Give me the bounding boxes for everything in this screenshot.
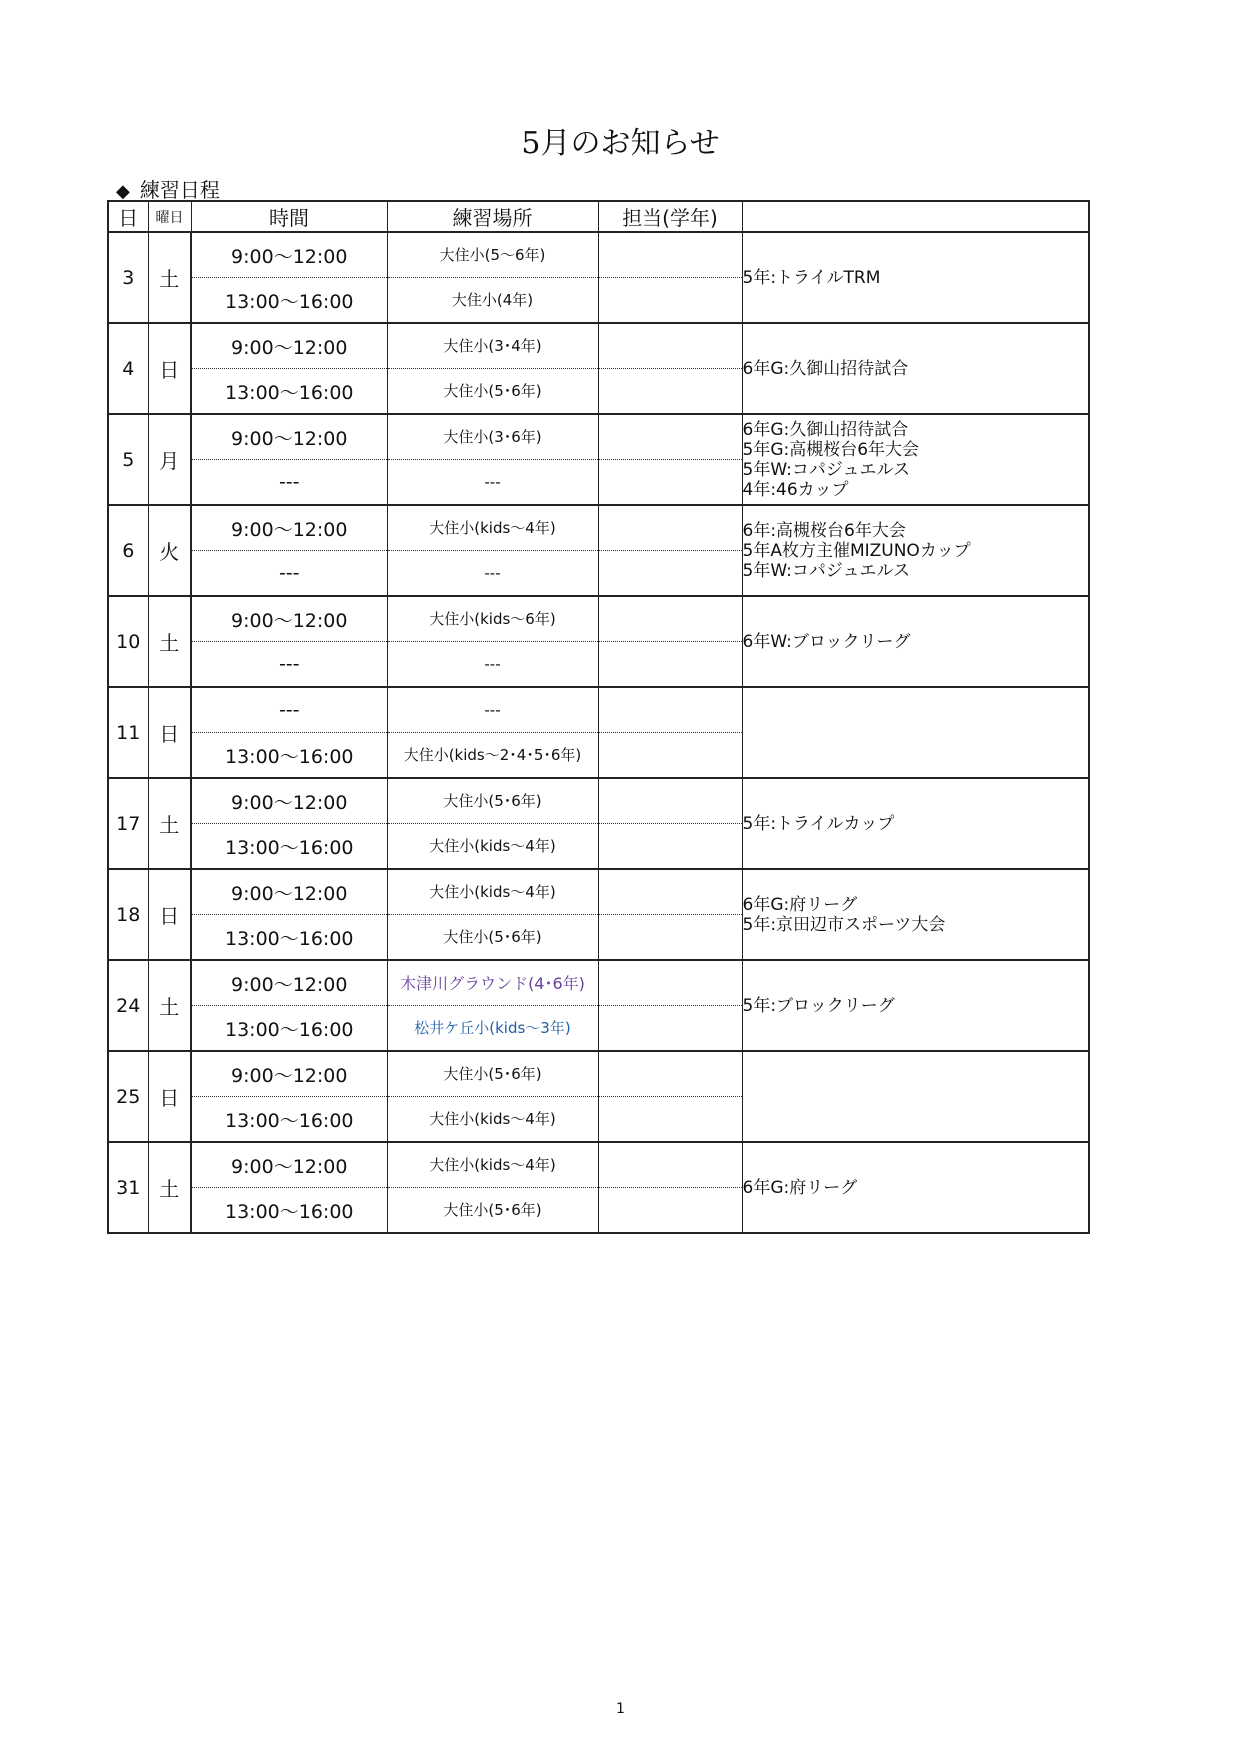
schedule-row <box>108 778 1089 824</box>
time-cell: 9:00～12:00 <box>191 778 387 824</box>
notes-cell <box>742 414 1089 505</box>
weekday-cell: 日 <box>148 869 191 960</box>
day-cell: 31 <box>108 1142 148 1233</box>
place-cell: 木津川グラウンド(4･6年) <box>387 960 598 1006</box>
notes-cell <box>742 1051 1089 1142</box>
header-time: 時間 <box>191 201 387 232</box>
header-weekday: 曜日 <box>148 201 191 232</box>
schedule-row <box>108 687 1089 733</box>
place-cell: 大住小(4年) <box>387 278 598 324</box>
time-cell: 9:00～12:00 <box>191 414 387 460</box>
time-cell: 13:00～16:00 <box>191 1188 387 1234</box>
time-cell: 13:00～16:00 <box>191 278 387 324</box>
note-line: 5年G:高槻桜台6年大会 <box>742 439 920 460</box>
weekday-cell: 土 <box>148 960 191 1051</box>
time-cell: --- <box>191 551 387 597</box>
place-cell: --- <box>387 687 598 733</box>
place-cell: --- <box>387 642 598 688</box>
staff-cell <box>598 824 742 870</box>
day-cell: 4 <box>108 323 148 414</box>
day-cell: 11 <box>108 687 148 778</box>
time-cell: 13:00～16:00 <box>191 369 387 415</box>
staff-cell <box>598 869 742 915</box>
staff-cell <box>598 596 742 642</box>
staff-cell <box>598 1006 742 1052</box>
weekday-cell: 土 <box>148 232 191 323</box>
time-cell: 9:00～12:00 <box>191 960 387 1006</box>
place-cell: 松井ケ丘小(kids～3年) <box>387 1006 598 1052</box>
note-line: 6年G:久御山招待試合 <box>742 358 909 379</box>
staff-cell <box>598 505 742 551</box>
page-title: 5月のお知らせ <box>521 126 720 161</box>
note-line: 6年G:久御山招待試合 <box>742 419 909 440</box>
table-header-row <box>108 201 1089 232</box>
place-cell: 大住小(5･6年) <box>387 1188 598 1234</box>
staff-cell <box>598 687 742 733</box>
place-cell: 大住小(3･6年) <box>387 414 598 460</box>
time-cell: 13:00～16:00 <box>191 1097 387 1143</box>
staff-cell <box>598 960 742 1006</box>
day-cell: 3 <box>108 232 148 323</box>
note-line: 6年G:府リーグ <box>742 1177 858 1198</box>
time-cell: 9:00～12:00 <box>191 232 387 278</box>
section-title: 練習日程 <box>139 178 220 202</box>
weekday-cell: 土 <box>148 1142 191 1233</box>
staff-cell <box>598 460 742 506</box>
note-line: 5年:トライルTRM <box>742 267 881 288</box>
header-place: 練習場所 <box>387 201 598 232</box>
place-cell: --- <box>387 460 598 506</box>
staff-cell <box>598 414 742 460</box>
time-cell: --- <box>191 687 387 733</box>
note-line: 5年W:コパジュエルス <box>742 560 911 581</box>
staff-cell <box>598 323 742 369</box>
notes-cell <box>742 232 1089 323</box>
notes-cell <box>742 687 1089 778</box>
time-cell: 9:00～12:00 <box>191 1051 387 1097</box>
staff-cell <box>598 915 742 961</box>
time-cell: 13:00～16:00 <box>191 1006 387 1052</box>
place-cell: 大住小(5･6年) <box>387 915 598 961</box>
header-staff: 担当(学年) <box>598 201 742 232</box>
section-heading <box>116 174 220 203</box>
staff-cell <box>598 1142 742 1188</box>
place-cell: 大住小(5～6年) <box>387 232 598 278</box>
staff-cell <box>598 733 742 779</box>
schedule-row <box>108 596 1089 642</box>
place-cell: 大住小(kids～4年) <box>387 1097 598 1143</box>
day-cell: 10 <box>108 596 148 687</box>
staff-cell <box>598 1051 742 1097</box>
place-cell: 大住小(kids～4年) <box>387 505 598 551</box>
place-cell: 大住小(5･6年) <box>387 1051 598 1097</box>
staff-cell <box>598 778 742 824</box>
time-cell: 9:00～12:00 <box>191 596 387 642</box>
day-cell: 6 <box>108 505 148 596</box>
note-line: 4年:46カップ <box>742 479 849 500</box>
place-cell: 大住小(kids～6年) <box>387 596 598 642</box>
day-cell: 5 <box>108 414 148 505</box>
staff-cell <box>598 1097 742 1143</box>
note-line: 5年W:コパジュエルス <box>742 459 911 480</box>
day-cell: 24 <box>108 960 148 1051</box>
schedule-row <box>108 869 1089 915</box>
schedule-row <box>108 1051 1089 1097</box>
time-cell: --- <box>191 642 387 688</box>
staff-cell <box>598 278 742 324</box>
notes-cell <box>742 778 1089 869</box>
weekday-cell: 日 <box>148 1051 191 1142</box>
schedule-row <box>108 232 1089 278</box>
practice-schedule-table <box>107 200 1090 1234</box>
schedule-row <box>108 960 1089 1006</box>
place-cell: 大住小(5･6年) <box>387 778 598 824</box>
place-cell: 大住小(3･4年) <box>387 323 598 369</box>
notes-cell <box>742 1142 1089 1233</box>
header-day: 日 <box>108 201 148 232</box>
staff-cell <box>598 1188 742 1234</box>
note-line: 5年:京田辺市スポーツ大会 <box>742 914 946 935</box>
weekday-cell: 土 <box>148 596 191 687</box>
place-cell: 大住小(kids～4年) <box>387 1142 598 1188</box>
place-cell: --- <box>387 551 598 597</box>
staff-cell <box>598 369 742 415</box>
diamond-icon: ◆ <box>116 181 130 202</box>
time-cell: 9:00～12:00 <box>191 869 387 915</box>
day-cell: 18 <box>108 869 148 960</box>
note-line: 6年G:府リーグ <box>742 894 858 915</box>
place-cell: 大住小(kids～4年) <box>387 869 598 915</box>
note-line: 6年:高槻桜台6年大会 <box>742 520 906 541</box>
time-cell: 9:00～12:00 <box>191 323 387 369</box>
staff-cell <box>598 551 742 597</box>
time-cell: 13:00～16:00 <box>191 824 387 870</box>
time-cell: 9:00～12:00 <box>191 1142 387 1188</box>
note-line: 6年W:ブロックリーグ <box>742 631 911 652</box>
schedule-row <box>108 414 1089 460</box>
weekday-cell: 土 <box>148 778 191 869</box>
note-line: 5年A枚方主催MIZUNOカップ <box>742 540 971 561</box>
staff-cell <box>598 232 742 278</box>
day-cell: 17 <box>108 778 148 869</box>
schedule-body <box>108 232 1089 1233</box>
day-cell: 25 <box>108 1051 148 1142</box>
weekday-cell: 月 <box>148 414 191 505</box>
place-cell: 大住小(kids～2･4･5･6年) <box>387 733 598 779</box>
notes-cell <box>742 869 1089 960</box>
weekday-cell: 日 <box>148 323 191 414</box>
schedule-row <box>108 1142 1089 1188</box>
place-cell: 大住小(kids～4年) <box>387 824 598 870</box>
note-line: 5年:ブロックリーグ <box>742 995 895 1016</box>
schedule-row <box>108 323 1089 369</box>
time-cell: --- <box>191 460 387 506</box>
notes-cell <box>742 960 1089 1051</box>
time-cell: 9:00～12:00 <box>191 505 387 551</box>
time-cell: 13:00～16:00 <box>191 915 387 961</box>
staff-cell <box>598 642 742 688</box>
notes-cell <box>742 323 1089 414</box>
weekday-cell: 火 <box>148 505 191 596</box>
header-notes <box>742 201 1089 232</box>
notes-cell <box>742 505 1089 596</box>
time-cell: 13:00～16:00 <box>191 733 387 779</box>
weekday-cell: 日 <box>148 687 191 778</box>
note-line: 5年:トライルカップ <box>742 813 895 834</box>
page-number: 1 <box>616 1701 625 1717</box>
place-cell: 大住小(5･6年) <box>387 369 598 415</box>
notes-cell <box>742 596 1089 687</box>
schedule-row <box>108 505 1089 551</box>
